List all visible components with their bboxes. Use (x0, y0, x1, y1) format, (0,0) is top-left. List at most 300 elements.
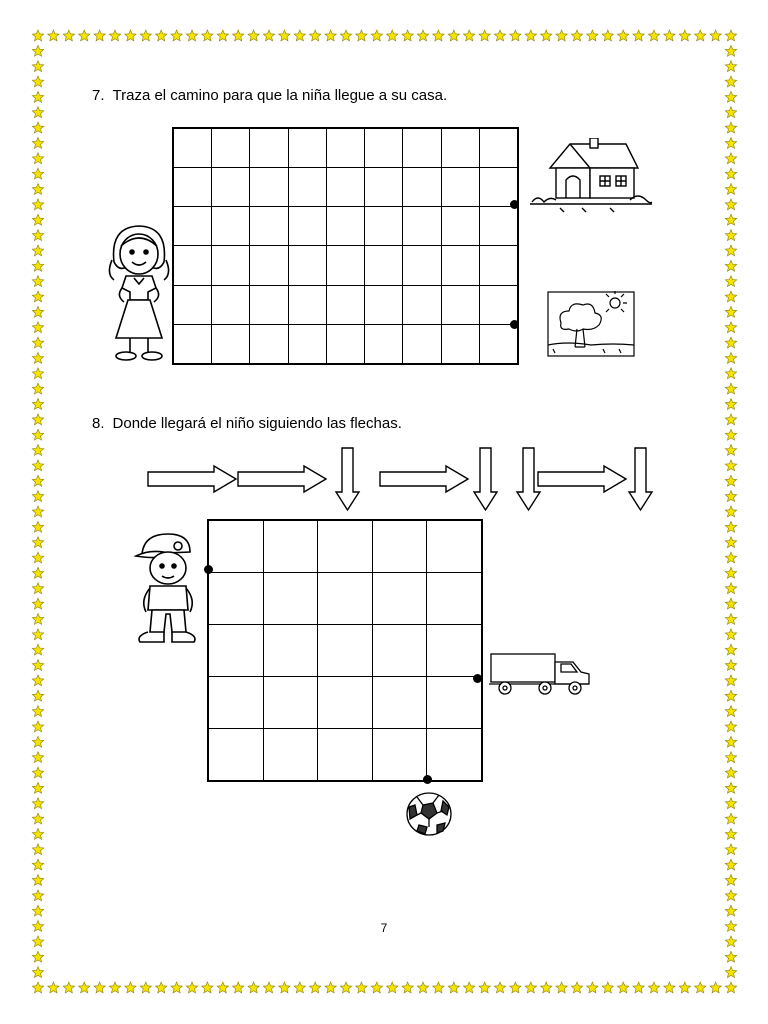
yellow-star-icon (725, 383, 736, 394)
grid-cell[interactable] (209, 573, 264, 625)
yellow-star-icon (340, 982, 351, 993)
grid-cell[interactable] (263, 677, 318, 729)
yellow-star-icon (540, 982, 551, 993)
grid-cell[interactable] (479, 246, 517, 285)
grid-cell[interactable] (326, 324, 364, 363)
yellow-star-icon (725, 644, 736, 655)
yellow-star-icon (217, 982, 228, 993)
yellow-star-icon (263, 30, 274, 41)
grid-cell[interactable] (365, 246, 403, 285)
yellow-star-icon (32, 629, 43, 640)
yellow-star-icon (725, 245, 736, 256)
arrow-right-icon (380, 466, 468, 492)
grid-cell[interactable] (209, 677, 264, 729)
yellow-star-icon (32, 982, 43, 993)
yellow-star-icon (248, 30, 259, 41)
grid-cell[interactable] (479, 324, 517, 363)
yellow-star-icon (356, 30, 367, 41)
yellow-star-icon (633, 982, 644, 993)
yellow-star-icon (32, 537, 43, 548)
yellow-star-icon (32, 460, 43, 471)
yellow-star-icon (32, 798, 43, 809)
yellow-star-icon (32, 782, 43, 793)
yellow-star-icon (32, 322, 43, 333)
yellow-star-icon (202, 982, 213, 993)
yellow-star-icon (32, 276, 43, 287)
yellow-star-icon (109, 30, 120, 41)
yellow-star-icon (32, 475, 43, 486)
yellow-star-icon (494, 982, 505, 993)
yellow-star-icon (155, 982, 166, 993)
grid-cell[interactable] (427, 521, 482, 573)
question-number: 7. (92, 87, 105, 104)
start-dot (204, 565, 213, 574)
grid-cell[interactable] (212, 207, 250, 246)
yellow-star-icon (32, 936, 43, 947)
grid-cell[interactable] (427, 677, 482, 729)
yellow-star-icon (125, 30, 136, 41)
yellow-star-icon (725, 905, 736, 916)
yellow-star-icon (725, 706, 736, 717)
grid-cell[interactable] (441, 285, 479, 324)
yellow-star-icon (94, 30, 105, 41)
grid-cell[interactable] (250, 129, 288, 168)
yellow-star-icon (725, 890, 736, 901)
yellow-star-icon (32, 690, 43, 701)
yellow-star-icon (510, 982, 521, 993)
boy-illustration (132, 528, 202, 648)
grid-cell[interactable] (318, 625, 373, 677)
yellow-star-icon (48, 982, 59, 993)
grid-cell[interactable] (250, 285, 288, 324)
yellow-star-icon (710, 982, 721, 993)
grid-cell[interactable] (263, 625, 318, 677)
yellow-star-icon (510, 30, 521, 41)
grid-cell[interactable] (441, 168, 479, 207)
yellow-star-icon (32, 383, 43, 394)
yellow-star-icon (325, 982, 336, 993)
soccer-ball-illustration (405, 791, 453, 837)
yellow-star-icon (32, 506, 43, 517)
yellow-star-icon (32, 45, 43, 56)
yellow-star-icon (725, 813, 736, 824)
yellow-star-icon (725, 368, 736, 379)
start-dot (510, 200, 519, 209)
yellow-star-icon (479, 982, 490, 993)
grid-cell[interactable] (365, 324, 403, 363)
grid-cell[interactable] (174, 285, 212, 324)
house-illustration (530, 138, 652, 214)
grid-cell[interactable] (263, 521, 318, 573)
yellow-star-icon (32, 168, 43, 179)
yellow-star-icon (725, 199, 736, 210)
arrow-right-icon (538, 466, 626, 492)
yellow-star-icon (32, 368, 43, 379)
yellow-star-icon (479, 30, 490, 41)
grid-cell[interactable] (372, 573, 427, 625)
yellow-star-icon (648, 30, 659, 41)
yellow-star-icon (32, 137, 43, 148)
yellow-star-icon (725, 567, 736, 578)
yellow-star-icon (463, 982, 474, 993)
yellow-star-icon (694, 30, 705, 41)
yellow-star-icon (32, 399, 43, 410)
yellow-star-icon (710, 30, 721, 41)
yellow-star-icon (32, 260, 43, 271)
grid-cell[interactable] (372, 729, 427, 781)
grid-cell[interactable] (427, 729, 482, 781)
grid-cell[interactable] (250, 207, 288, 246)
yellow-star-icon (602, 30, 613, 41)
grid-cell[interactable] (318, 521, 373, 573)
yellow-star-icon (725, 844, 736, 855)
grid-cell[interactable] (288, 168, 326, 207)
arrow-down-icon (336, 448, 359, 510)
grid-cell[interactable] (365, 129, 403, 168)
yellow-star-icon (32, 583, 43, 594)
yellow-star-icon (32, 813, 43, 824)
grid-cell[interactable] (212, 129, 250, 168)
yellow-star-icon (63, 30, 74, 41)
yellow-star-icon (294, 982, 305, 993)
question-text: Traza el camino para que la niña llegue a su casa. (112, 87, 448, 104)
yellow-star-icon (32, 767, 43, 778)
yellow-star-icon (32, 153, 43, 164)
yellow-star-icon (32, 199, 43, 210)
yellow-star-icon (32, 736, 43, 747)
yellow-star-icon (32, 644, 43, 655)
yellow-star-icon (32, 76, 43, 87)
yellow-star-icon (725, 613, 736, 624)
grid-cell[interactable] (326, 285, 364, 324)
grid-cell[interactable] (403, 207, 441, 246)
yellow-star-icon (371, 30, 382, 41)
girl-illustration (104, 222, 174, 364)
yellow-star-icon (725, 660, 736, 671)
yellow-star-icon (32, 352, 43, 363)
yellow-star-icon (448, 982, 459, 993)
yellow-star-icon (155, 30, 166, 41)
yellow-star-icon (725, 721, 736, 732)
yellow-star-icon (32, 859, 43, 870)
yellow-star-icon (540, 30, 551, 41)
yellow-star-icon (32, 214, 43, 225)
yellow-star-icon (417, 30, 428, 41)
grid-cell[interactable] (209, 521, 264, 573)
yellow-star-icon (725, 153, 736, 164)
yellow-star-icon (725, 767, 736, 778)
yellow-star-icon (725, 399, 736, 410)
yellow-star-icon (571, 982, 582, 993)
yellow-star-icon (725, 230, 736, 241)
grid-cell[interactable] (209, 625, 264, 677)
yellow-star-icon (725, 936, 736, 947)
question-7 (92, 87, 447, 104)
yellow-star-icon (725, 675, 736, 686)
arrow-down-icon (629, 448, 652, 510)
yellow-star-icon (725, 322, 736, 333)
grid-cell[interactable] (403, 285, 441, 324)
grid-cell[interactable] (212, 168, 250, 207)
yellow-star-icon (725, 76, 736, 87)
grid-cell[interactable] (288, 285, 326, 324)
grid-cell[interactable] (427, 573, 482, 625)
yellow-star-icon (725, 736, 736, 747)
grid-cell[interactable] (372, 677, 427, 729)
yellow-star-icon (32, 184, 43, 195)
yellow-star-icon (140, 982, 151, 993)
yellow-star-icon (32, 107, 43, 118)
yellow-star-icon (617, 30, 628, 41)
grid-cell[interactable] (212, 246, 250, 285)
yellow-star-icon (725, 752, 736, 763)
yellow-star-icon (32, 598, 43, 609)
yellow-star-icon (725, 583, 736, 594)
yellow-star-icon (725, 491, 736, 502)
yellow-star-icon (694, 982, 705, 993)
grid-cell[interactable] (250, 246, 288, 285)
yellow-star-icon (263, 982, 274, 993)
yellow-star-icon (32, 752, 43, 763)
yellow-star-icon (78, 982, 89, 993)
yellow-star-icon (433, 982, 444, 993)
grid-cell[interactable] (479, 129, 517, 168)
yellow-star-icon (725, 598, 736, 609)
grid-cell[interactable] (263, 729, 318, 781)
yellow-star-icon (232, 30, 243, 41)
yellow-star-icon (725, 521, 736, 532)
yellow-star-icon (648, 982, 659, 993)
yellow-star-icon (32, 445, 43, 456)
grid-cell[interactable] (365, 207, 403, 246)
yellow-star-icon (32, 91, 43, 102)
yellow-star-icon (725, 168, 736, 179)
yellow-star-icon (725, 537, 736, 548)
yellow-star-icon (32, 706, 43, 717)
yellow-star-icon (664, 30, 675, 41)
yellow-star-icon (725, 352, 736, 363)
yellow-star-icon (725, 429, 736, 440)
yellow-star-icon (356, 982, 367, 993)
yellow-star-icon (725, 782, 736, 793)
yellow-star-icon (279, 982, 290, 993)
grid-cell[interactable] (288, 246, 326, 285)
grid-cell[interactable] (212, 324, 250, 363)
yellow-star-icon (186, 30, 197, 41)
grid-cell[interactable] (403, 324, 441, 363)
yellow-star-icon (725, 859, 736, 870)
yellow-star-icon (725, 460, 736, 471)
yellow-star-icon (32, 721, 43, 732)
grid-cell[interactable] (174, 207, 212, 246)
yellow-star-icon (125, 982, 136, 993)
maze-grid-girl[interactable] (172, 127, 519, 365)
yellow-star-icon (248, 982, 259, 993)
yellow-star-icon (617, 982, 628, 993)
grid-cell[interactable] (326, 168, 364, 207)
yellow-star-icon (525, 30, 536, 41)
yellow-star-icon (140, 30, 151, 41)
yellow-star-icon (725, 475, 736, 486)
grid-cell[interactable] (403, 246, 441, 285)
yellow-star-icon (448, 30, 459, 41)
yellow-star-icon (32, 613, 43, 624)
yellow-star-icon (725, 291, 736, 302)
yellow-star-icon (725, 967, 736, 978)
grid-cell[interactable] (288, 129, 326, 168)
yellow-star-icon (725, 137, 736, 148)
yellow-star-icon (32, 122, 43, 133)
yellow-star-icon (32, 230, 43, 241)
yellow-star-icon (725, 445, 736, 456)
grid-cell[interactable] (326, 129, 364, 168)
yellow-star-icon (679, 982, 690, 993)
grid-cell[interactable] (479, 285, 517, 324)
end-dot (510, 320, 519, 329)
yellow-star-icon (32, 890, 43, 901)
yellow-star-icon (32, 291, 43, 302)
yellow-star-icon (217, 30, 228, 41)
yellow-star-icon (32, 660, 43, 671)
arrow-right-icon (148, 466, 236, 492)
yellow-star-icon (279, 30, 290, 41)
yellow-star-icon (725, 951, 736, 962)
question-text: Donde llegará el niño siguiendo las flechas. (112, 415, 402, 432)
yellow-star-icon (725, 306, 736, 317)
grid-cell[interactable] (174, 324, 212, 363)
grid-cell[interactable] (441, 246, 479, 285)
grid-cell[interactable] (403, 168, 441, 207)
arrow-sequence (140, 446, 660, 512)
yellow-star-icon (602, 982, 613, 993)
grid-cell[interactable] (318, 729, 373, 781)
yellow-star-icon (725, 61, 736, 72)
grid-cell[interactable] (174, 246, 212, 285)
grid-cell[interactable] (174, 168, 212, 207)
yellow-star-icon (32, 491, 43, 502)
yellow-star-icon (725, 260, 736, 271)
yellow-star-icon (32, 828, 43, 839)
grid-cell[interactable] (427, 625, 482, 677)
yellow-star-icon (725, 122, 736, 133)
grid-cell[interactable] (326, 207, 364, 246)
yellow-star-icon (48, 30, 59, 41)
yellow-star-icon (94, 982, 105, 993)
yellow-star-icon (725, 276, 736, 287)
page-number: 7 (380, 921, 388, 935)
grid-cell[interactable] (288, 324, 326, 363)
yellow-star-icon (725, 506, 736, 517)
arrow-down-icon (474, 448, 497, 510)
yellow-star-icon (386, 982, 397, 993)
yellow-star-icon (725, 798, 736, 809)
grid-cell[interactable] (250, 168, 288, 207)
yellow-star-icon (32, 844, 43, 855)
maze-grid-boy[interactable] (207, 519, 483, 782)
grid-cell[interactable] (372, 521, 427, 573)
yellow-star-icon (171, 982, 182, 993)
yellow-star-icon (32, 337, 43, 348)
grid-cell[interactable] (318, 677, 373, 729)
yellow-star-icon (571, 30, 582, 41)
grid-cell[interactable] (372, 625, 427, 677)
yellow-star-icon (402, 30, 413, 41)
yellow-star-icon (32, 552, 43, 563)
yellow-star-icon (32, 567, 43, 578)
yellow-star-icon (494, 30, 505, 41)
yellow-star-icon (725, 91, 736, 102)
yellow-star-icon (664, 982, 675, 993)
yellow-star-icon (556, 982, 567, 993)
grid-cell[interactable] (209, 729, 264, 781)
grid-cell[interactable] (250, 324, 288, 363)
yellow-star-icon (171, 30, 182, 41)
end-dot-truck (473, 674, 482, 683)
grid-cell[interactable] (403, 129, 441, 168)
yellow-star-icon (32, 61, 43, 72)
grid-cell[interactable] (212, 285, 250, 324)
yellow-star-icon (417, 982, 428, 993)
yellow-star-icon (371, 982, 382, 993)
yellow-star-icon (32, 306, 43, 317)
yellow-star-icon (32, 429, 43, 440)
yellow-star-icon (294, 30, 305, 41)
yellow-star-icon (32, 414, 43, 425)
yellow-star-icon (32, 245, 43, 256)
yellow-star-icon (186, 982, 197, 993)
yellow-star-icon (433, 30, 444, 41)
yellow-star-icon (587, 982, 598, 993)
end-dot-ball (423, 775, 432, 784)
yellow-star-icon (725, 30, 736, 41)
grid-cell[interactable] (479, 207, 517, 246)
tree-picture-illustration (547, 291, 635, 357)
yellow-star-icon (725, 45, 736, 56)
grid-cell[interactable] (441, 129, 479, 168)
grid-cell[interactable] (441, 207, 479, 246)
yellow-star-icon (679, 30, 690, 41)
yellow-star-icon (725, 982, 736, 993)
yellow-star-icon (556, 30, 567, 41)
yellow-star-icon (63, 982, 74, 993)
yellow-star-icon (725, 414, 736, 425)
grid-cell[interactable] (263, 573, 318, 625)
grid-cell[interactable] (174, 129, 212, 168)
question-8 (92, 415, 402, 432)
grid-cell[interactable] (365, 285, 403, 324)
grid-cell[interactable] (441, 324, 479, 363)
truck-illustration (489, 650, 591, 696)
arrow-down-icon (517, 448, 540, 510)
grid-cell[interactable] (318, 573, 373, 625)
arrow-right-icon (238, 466, 326, 492)
question-number: 8. (92, 415, 105, 432)
grid-cell[interactable] (326, 246, 364, 285)
yellow-star-icon (232, 982, 243, 993)
yellow-star-icon (325, 30, 336, 41)
yellow-star-icon (725, 184, 736, 195)
yellow-star-icon (309, 982, 320, 993)
yellow-star-icon (725, 629, 736, 640)
yellow-star-icon (463, 30, 474, 41)
grid-cell[interactable] (288, 207, 326, 246)
yellow-star-icon (32, 875, 43, 886)
yellow-star-icon (109, 982, 120, 993)
grid-cell[interactable] (365, 168, 403, 207)
yellow-star-icon (32, 30, 43, 41)
yellow-star-icon (32, 521, 43, 532)
yellow-star-icon (725, 214, 736, 225)
